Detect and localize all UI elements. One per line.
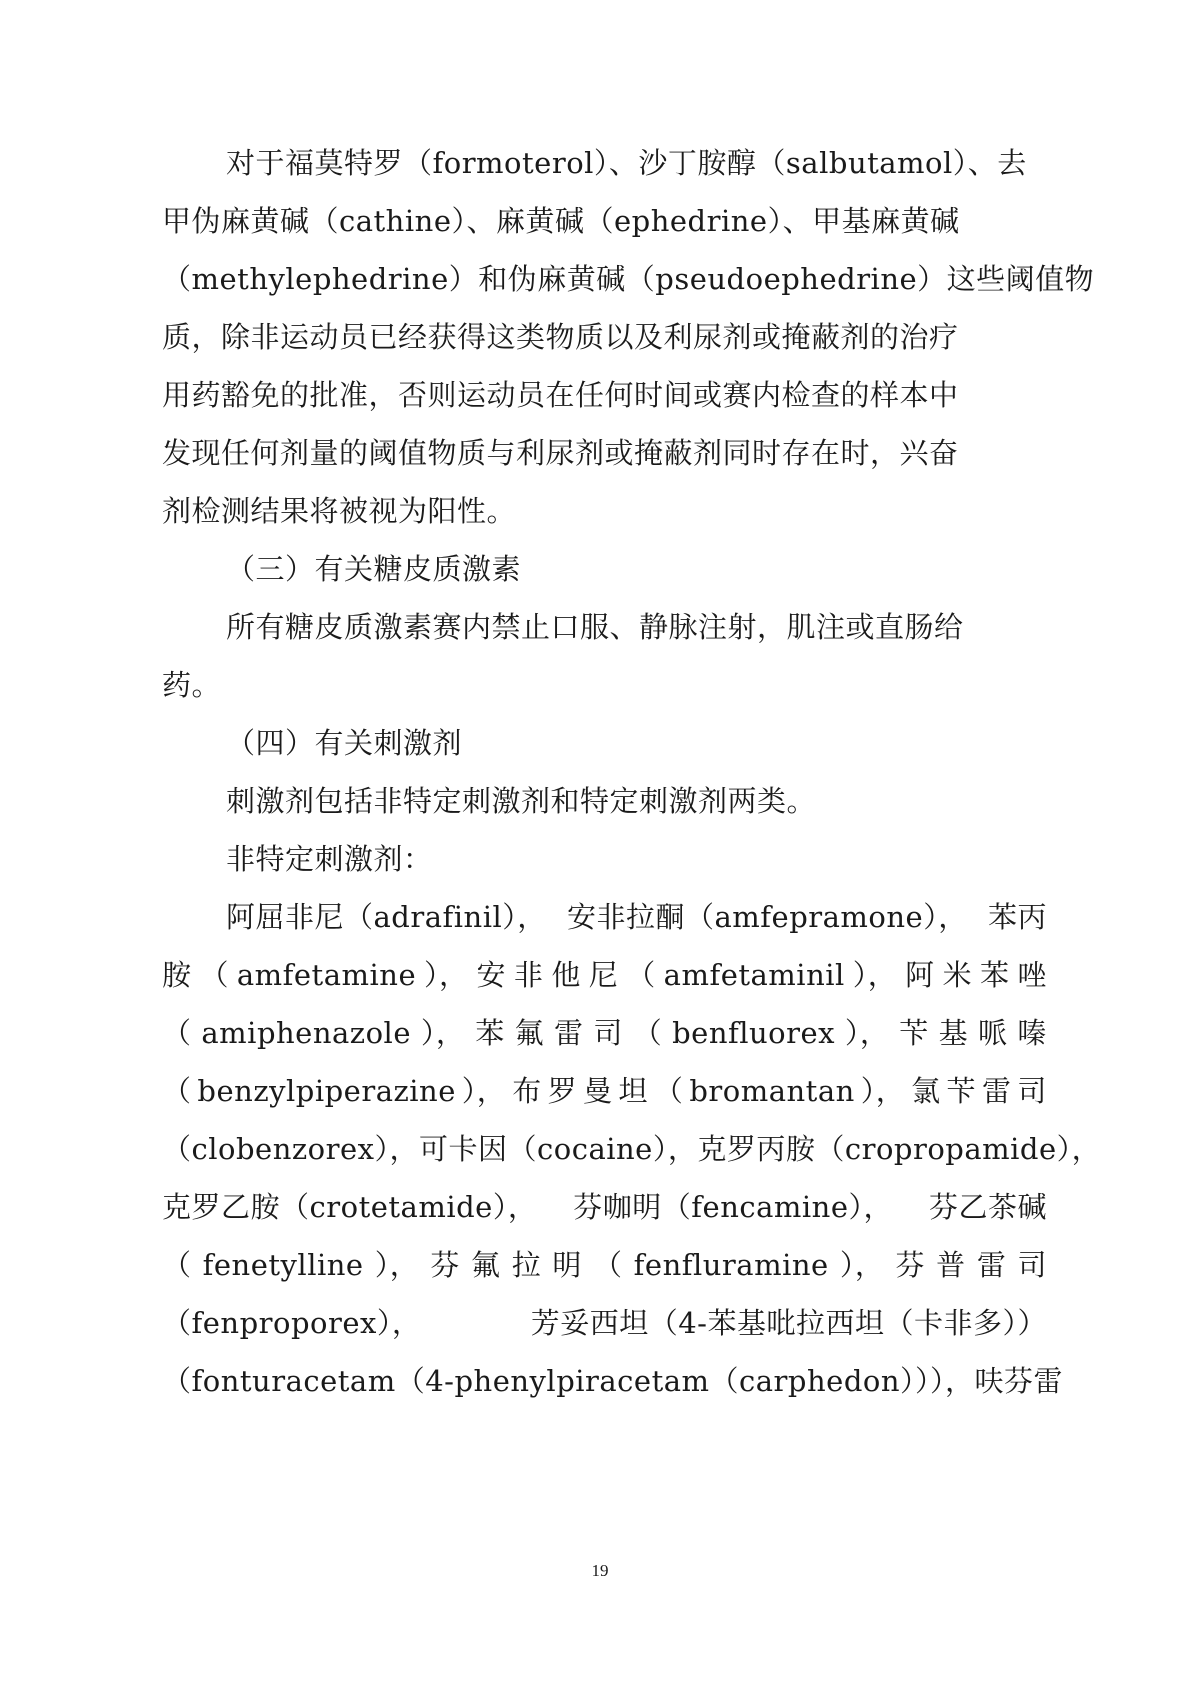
text-segment: ）， — [374, 1248, 420, 1282]
text-segment: benfluorex — [672, 1016, 836, 1050]
justified-line — [162, 1187, 1047, 1227]
text-segment: amfetamine — [236, 958, 417, 992]
text-segment: amiphenazole — [201, 1016, 411, 1050]
text-segment: 芬 — [430, 1248, 460, 1282]
text-segment: 坦 — [618, 1074, 648, 1108]
text-segment: bromantan — [689, 1074, 855, 1108]
text-segment: （ — [162, 1248, 192, 1282]
text-segment: 氯 — [911, 1074, 941, 1108]
text-segment: 普 — [936, 1248, 966, 1282]
paragraph-line: 甲伪麻黄碱（cathine）、麻黄碱（ephedrine）、甲基麻黄碱 — [162, 204, 960, 238]
text-segment: 司 — [593, 1016, 623, 1050]
paragraph-line: 发现任何剂量的阈值物质与利尿剂或掩蔽剂同时存在时，兴奋 — [162, 436, 959, 470]
text-segment: （ — [162, 1016, 192, 1050]
text-segment: 嗪 — [1017, 1016, 1047, 1050]
text-segment: benzylpiperazine — [197, 1074, 456, 1108]
text-segment: 曼 — [583, 1074, 613, 1108]
text-segment: fenfluramine — [633, 1248, 829, 1282]
text-segment: ）， — [852, 958, 898, 992]
text-segment: 拉 — [511, 1248, 542, 1282]
text-segment: 芳妥西坦（4-苯基吡拉西坦（卡非多）） — [530, 1306, 1047, 1340]
text-segment: 阿屈非尼（adrafinil）， — [226, 900, 547, 934]
text-segment: 雷 — [976, 1248, 1007, 1282]
text-segment: 芬咖明（fencamine）， — [573, 1190, 894, 1224]
paragraph-line: 质，除非运动员已经获得这类物质以及利尿剂或掩蔽剂的治疗 — [162, 320, 959, 354]
text-segment: 米 — [942, 958, 973, 992]
text-segment: ）， — [860, 1074, 906, 1108]
text-segment: 布 — [512, 1074, 542, 1108]
text-segment: fenetylline — [202, 1248, 364, 1282]
text-segment: 雷 — [553, 1016, 584, 1050]
text-segment: 罗 — [547, 1074, 578, 1108]
paragraph-line: 所有糖皮质激素赛内禁止口服、静脉注射，肌注或直肠给 — [226, 610, 964, 644]
text-segment: 克罗丙胺（cropropamide）， — [697, 1132, 1102, 1166]
section-heading: （三）有关糖皮质激素 — [226, 552, 522, 586]
text-segment: ）， — [424, 958, 469, 992]
text-segment: （ — [632, 1016, 663, 1050]
paragraph-line: 用药豁免的批准，否则运动员在任何时间或赛内检查的样本中 — [162, 378, 959, 412]
text-segment: 胺 — [162, 958, 192, 992]
text-segment: （ — [593, 1248, 623, 1282]
text-segment: 哌 — [978, 1016, 1008, 1050]
paragraph-line: 对于福莫特罗（formoterol）、沙丁胺醇（salbutamol）、去 — [226, 146, 1027, 180]
text-segment: 苯 — [980, 958, 1010, 992]
section-heading: （四）有关刺激剂 — [226, 726, 463, 760]
justified-line — [162, 1013, 1047, 1053]
text-segment: 雷 — [981, 1074, 1012, 1108]
justified-line — [162, 1071, 1047, 1111]
text-segment: 苯丙 — [987, 900, 1047, 934]
text-segment: 苯 — [475, 1016, 505, 1050]
text-segment: （ — [162, 1074, 192, 1108]
text-segment: ）， — [461, 1074, 507, 1108]
text-segment: ）， — [839, 1248, 885, 1282]
text-segment: 芬 — [895, 1248, 926, 1282]
text-segment: （fonturacetam（4-phenylpiracetam（carphedon）））， — [162, 1364, 975, 1398]
text-segment: 唑 — [1017, 958, 1047, 992]
text-segment: （clobenzorex）， — [162, 1132, 419, 1166]
text-segment: 阿 — [905, 958, 935, 992]
text-segment: 司 — [1017, 1248, 1047, 1282]
justified-line — [226, 897, 1047, 937]
text-segment: 安 — [476, 958, 506, 992]
text-segment: 尼 — [588, 958, 619, 992]
text-segment: 可卡因（cocaine）， — [419, 1132, 698, 1166]
text-segment: 芬乙茶碱 — [928, 1190, 1047, 1224]
text-segment: 司 — [1017, 1074, 1047, 1108]
paragraph-line: （methylephedrine）和伪麻黄碱（pseudoephedrine）这些阈值物 — [162, 262, 1095, 296]
text-segment: 呋芬雷 — [974, 1364, 1064, 1398]
paragraph-line: 非特定刺激剂： — [226, 842, 433, 876]
text-segment: 苄 — [946, 1074, 977, 1108]
justified-line — [162, 1245, 1047, 1285]
justified-line — [162, 1361, 1064, 1401]
text-segment: 非 — [513, 958, 544, 992]
text-segment: （fenproporex）， — [162, 1306, 422, 1340]
text-segment: 氟 — [514, 1016, 545, 1050]
text-segment: 克罗乙胺（crotetamide）， — [162, 1190, 538, 1224]
text-segment: ）， — [420, 1016, 466, 1050]
paragraph-line: 剂检测结果将被视为阳性。 — [162, 494, 517, 528]
text-segment: 明 — [552, 1248, 582, 1282]
justified-line — [162, 955, 1047, 995]
text-segment: （ — [199, 958, 229, 992]
text-segment: ）， — [844, 1016, 890, 1050]
text-segment: 基 — [938, 1016, 969, 1050]
text-segment: 他 — [551, 958, 581, 992]
justified-line — [162, 1303, 1047, 1343]
text-segment: amfetaminil — [663, 958, 845, 992]
paragraph-line: 药。 — [162, 668, 222, 702]
text-segment: （ — [626, 958, 656, 992]
page-number: 19 — [591, 1561, 609, 1580]
text-segment: （ — [653, 1074, 684, 1108]
paragraph-line: 刺激剂包括非特定刺激剂和特定刺激剂两类。 — [226, 784, 817, 818]
text-segment: 氟 — [471, 1248, 501, 1282]
justified-line — [162, 1129, 1102, 1169]
text-segment: 安非拉酮（amfepramone）， — [567, 900, 968, 934]
text-segment: 苄 — [899, 1016, 929, 1050]
